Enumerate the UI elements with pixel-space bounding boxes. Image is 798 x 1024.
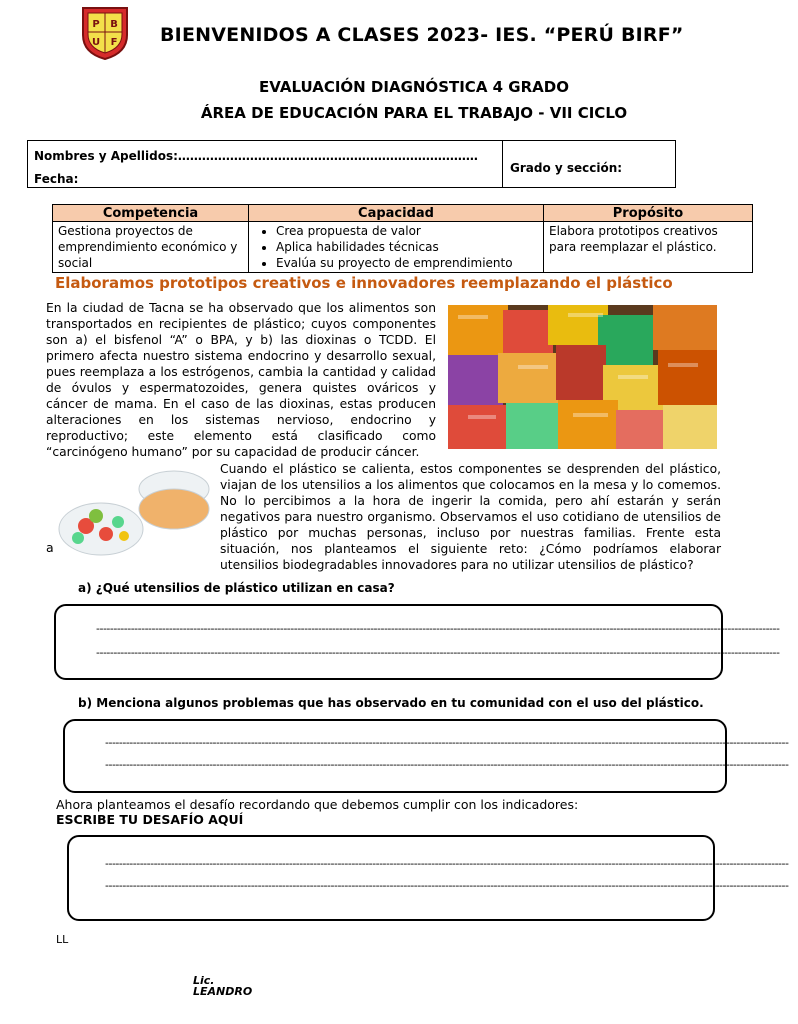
- footer-name-cut: LEANDRO: [193, 985, 253, 998]
- grade-field-label[interactable]: Grado y sección:: [510, 161, 623, 175]
- proposito-cell: Elabora prototipos creativos para reemplazar el plástico.: [544, 222, 753, 273]
- capacidad-cell: [249, 222, 544, 273]
- answer-line: -----------------------------------------------------------------------------------------------------------------------------------------------------------------------------------------------------: [105, 879, 789, 892]
- answer-box-a[interactable]: [54, 604, 780, 680]
- challenge-heading: ESCRIBE TU DESAFÍO AQUÍ: [56, 812, 244, 827]
- answer-line: -----------------------------------------------------------------------------------------------------------------------------------------------------------------------------------------------------: [105, 736, 789, 749]
- answer-box-b[interactable]: [63, 719, 789, 793]
- evaluation-title: EVALUACIÓN DIAGNÓSTICA 4 GRADO: [259, 78, 569, 96]
- header-capacidad: Capacidad: [249, 205, 544, 222]
- food-containers-photo: [56, 464, 209, 559]
- answer-line: -----------------------------------------------------------------------------------------------------------------------------------------------------------------------------------------------------: [96, 622, 780, 635]
- question-a: a) ¿Qué utensilios de plástico utilizan en casa?: [78, 581, 395, 595]
- logo-letter-u: U: [91, 37, 101, 48]
- date-field-label[interactable]: Fecha:: [34, 172, 79, 186]
- logo-letter-b: B: [110, 19, 118, 30]
- challenge-box[interactable]: [67, 835, 789, 921]
- challenge-intro: Ahora planteamos el desafío recordando que debemos cumplir con los indicadores:: [56, 797, 579, 812]
- student-info-left: [28, 141, 503, 187]
- competencia-cell: Gestiona proyectos de emprendimiento económico y social: [53, 222, 249, 273]
- page-title: BIENVENIDOS A CLASES 2023- IES. “PERÚ BIRF”: [160, 24, 684, 46]
- logo-letter-p: P: [92, 19, 100, 30]
- competency-table: [52, 204, 753, 273]
- capacidad-list: [254, 223, 538, 271]
- header-competencia: Competencia: [53, 205, 249, 222]
- answer-line: -----------------------------------------------------------------------------------------------------------------------------------------------------------------------------------------------------: [96, 646, 780, 659]
- student-info-box: [27, 140, 676, 188]
- question-b: b) Menciona algunos problemas que has observado en tu comunidad con el uso del plástico.: [78, 696, 704, 710]
- stray-letter: a: [46, 540, 54, 555]
- name-field-label[interactable]: Nombres y Apellidos:…………………………………………………………………: [34, 149, 478, 163]
- section-title: Elaboramos prototipos creativos e innovadores reemplazando el plástico: [55, 274, 673, 292]
- footer-ll: LL: [56, 933, 69, 946]
- intro-paragraph: En la ciudad de Tacna se ha observado que los alimentos son transportados en recipientes de plástico; cuyos componentes son a) el bisfenol “A” o BPA, y b) las dioxinas o TCDD. El primero afecta nuestro sistema endocrino y desarrollo sexual, pues reemplaza a los estrógenos, cambia la cantidad y calidad de óvulos y espermatozoides, genera quistes ováricos y cáncer de mama. En el caso de las dioxinas, estas producen alteraciones en los sistemas nervioso, endocrino y reproductivo; este elemento está clasificado como “carcinógeno humano” por su capacidad de producir cáncer.: [46, 301, 436, 459]
- reto-paragraph: Cuando el plástico se calienta, estos componentes se desprenden del plástico, viajan de los utensilios a los alimentos que colocamos en la mesa y lo comemos. No lo percibimos a la hora de ingerir la comida, pero ahí estarán y serán negativos para nuestro organismo. Observamos el uso cotidiano de utensilios de plástico por muchas personas, incluso por nuestras familias. Frente esta situación, nos planteamos el siguiente reto: ¿Cómo podríamos elaborar utensilios biodegradables innovadores para no utilizar utensilios de plástico?: [220, 462, 721, 572]
- answer-line: -----------------------------------------------------------------------------------------------------------------------------------------------------------------------------------------------------: [105, 857, 789, 870]
- header-proposito: Propósito: [544, 205, 753, 222]
- packaged-fruit-photo: [448, 305, 717, 449]
- footer-lic: Lic.: [193, 974, 215, 987]
- logo-letter-f: F: [110, 37, 118, 48]
- list-item: • Crea propuesta de valor: [276, 223, 538, 239]
- list-item: • Aplica habilidades técnicas: [276, 239, 538, 255]
- list-item: • Evalúa su proyecto de emprendimiento: [276, 255, 538, 271]
- school-logo: [80, 5, 130, 60]
- answer-line: -----------------------------------------------------------------------------------------------------------------------------------------------------------------------------------------------------: [105, 758, 789, 771]
- area-title: ÁREA DE EDUCACIÓN PARA EL TRABAJO - VII CICLO: [200, 104, 628, 122]
